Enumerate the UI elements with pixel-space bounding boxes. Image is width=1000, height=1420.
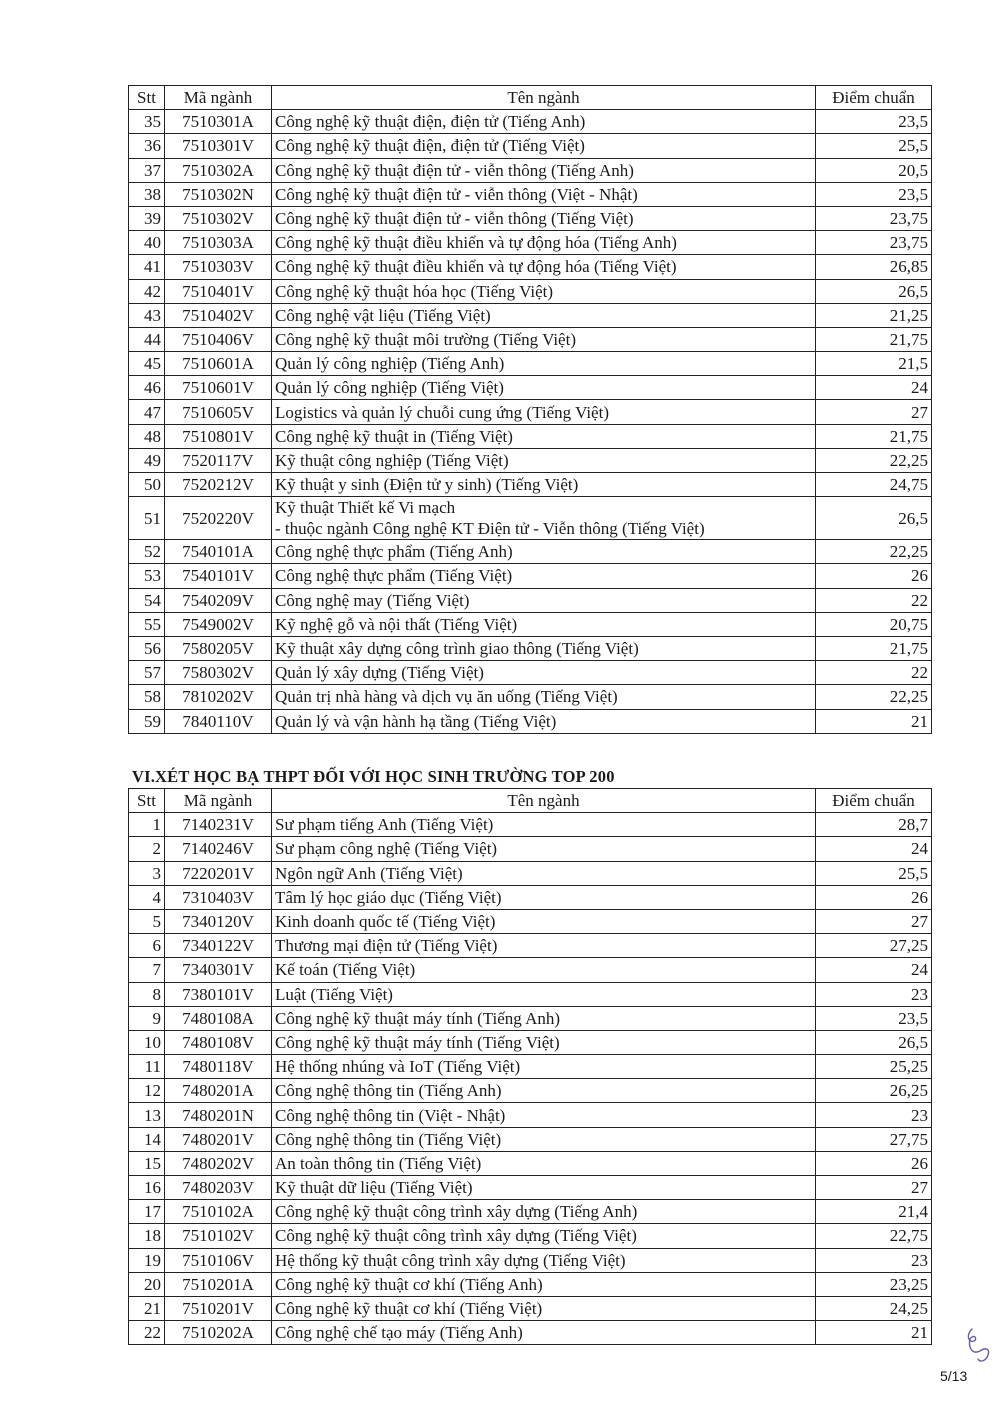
row-score: 22,75 [816, 1224, 932, 1248]
row-stt: 10 [129, 1030, 165, 1054]
table-row [129, 424, 932, 448]
row-score: 20,5 [816, 158, 932, 182]
row-score: 21,25 [816, 303, 932, 327]
table-row [129, 540, 932, 564]
row-major-name: Công nghệ kỹ thuật công trình xây dựng (Tiếng Anh) [272, 1200, 816, 1224]
row-score: 21 [816, 709, 932, 733]
row-score: 28,7 [816, 813, 932, 837]
table-row [129, 1055, 932, 1079]
row-major-name: Sư phạm tiếng Anh (Tiếng Việt) [272, 813, 816, 837]
table-row [129, 1272, 932, 1296]
row-major-name: Công nghệ kỹ thuật điện tử - viễn thông (Việt - Nhật) [272, 182, 816, 206]
header-name: Tên ngành [272, 86, 816, 110]
row-major-code: 7510302V [165, 206, 272, 230]
row-major-name: Công nghệ kỹ thuật điều khiển và tự động hóa (Tiếng Anh) [272, 231, 816, 255]
row-score: 27 [816, 1176, 932, 1200]
row-stt: 55 [129, 612, 165, 636]
row-score: 27 [816, 400, 932, 424]
row-major-name: Công nghệ chế tạo máy (Tiếng Anh) [272, 1321, 816, 1345]
row-stt: 49 [129, 448, 165, 472]
row-major-code: 7540209V [165, 588, 272, 612]
row-score: 23 [816, 982, 932, 1006]
row-major-name: Công nghệ kỹ thuật cơ khí (Tiếng Việt) [272, 1296, 816, 1320]
table-row [129, 1200, 932, 1224]
row-stt: 1 [129, 813, 165, 837]
row-major-code: 7510401V [165, 279, 272, 303]
table-row [129, 1127, 932, 1151]
row-score: 22,25 [816, 685, 932, 709]
table-row [129, 685, 932, 709]
row-major-name: Công nghệ kỹ thuật môi trường (Tiếng Việt) [272, 327, 816, 351]
row-stt: 11 [129, 1055, 165, 1079]
table-row [129, 497, 932, 540]
row-score: 27,25 [816, 934, 932, 958]
row-major-name: Logistics và quản lý chuỗi cung ứng (Tiếng Việt) [272, 400, 816, 424]
table-row [129, 327, 932, 351]
row-major-name: Công nghệ kỹ thuật cơ khí (Tiếng Anh) [272, 1272, 816, 1296]
row-stt: 17 [129, 1200, 165, 1224]
row-major-code: 7510303V [165, 255, 272, 279]
row-score: 22,25 [816, 540, 932, 564]
row-major-name: Quản lý và vận hành hạ tầng (Tiếng Việt) [272, 709, 816, 733]
row-major-name: Quản lý công nghiệp (Tiếng Anh) [272, 352, 816, 376]
row-major-name: Công nghệ thông tin (Tiếng Việt) [272, 1127, 816, 1151]
row-stt: 9 [129, 1006, 165, 1030]
row-major-name: Công nghệ kỹ thuật máy tính (Tiếng Anh) [272, 1006, 816, 1030]
section-title: VI.XÉT HỌC BẠ THPT ĐỐI VỚI HỌC SINH TRƯỜNG TOP 200 [132, 767, 615, 786]
row-score: 26,85 [816, 255, 932, 279]
row-stt: 22 [129, 1321, 165, 1345]
row-major-name: Kế toán (Tiếng Việt) [272, 958, 816, 982]
row-score: 26,5 [816, 497, 932, 540]
row-stt: 53 [129, 564, 165, 588]
row-major-name: Công nghệ thực phẩm (Tiếng Anh) [272, 540, 816, 564]
row-score: 23,5 [816, 110, 932, 134]
table-row [129, 709, 932, 733]
row-major-name: Kỹ thuật xây dựng công trình giao thông (Tiếng Việt) [272, 636, 816, 660]
row-major-name: Sư phạm công nghệ (Tiếng Việt) [272, 837, 816, 861]
row-stt: 54 [129, 588, 165, 612]
row-stt: 59 [129, 709, 165, 733]
row-major-code: 7480203V [165, 1176, 272, 1200]
table-row [129, 982, 932, 1006]
row-stt: 44 [129, 327, 165, 351]
table-row [129, 958, 932, 982]
row-major-name-line2: - thuộc ngành Công nghệ KT Điện tử - Viễn thông (Tiếng Việt) [275, 519, 705, 539]
row-major-name: Công nghệ kỹ thuật điện, điện tử (Tiếng Việt) [272, 134, 816, 158]
page-number: 5/13 [940, 1368, 968, 1384]
row-score: 23,75 [816, 206, 932, 230]
header-name: Tên ngành [272, 789, 816, 813]
row-stt: 48 [129, 424, 165, 448]
table-row [129, 473, 932, 497]
row-major-code: 7510402V [165, 303, 272, 327]
table-row [129, 1176, 932, 1200]
row-major-code: 7510201V [165, 1296, 272, 1320]
table-row [129, 861, 932, 885]
row-major-code: 7140231V [165, 813, 272, 837]
row-stt: 12 [129, 1079, 165, 1103]
row-stt: 13 [129, 1103, 165, 1127]
row-major-name: Kinh doanh quốc tế (Tiếng Việt) [272, 909, 816, 933]
row-major-code: 7549002V [165, 612, 272, 636]
row-major-code: 7480118V [165, 1055, 272, 1079]
row-major-name-line1: Kỹ thuật Thiết kế Vi mạch [275, 498, 456, 518]
row-major-code: 7510301A [165, 110, 272, 134]
row-major-name: Hệ thống nhúng và IoT (Tiếng Việt) [272, 1055, 816, 1079]
row-stt: 2 [129, 837, 165, 861]
row-stt: 6 [129, 934, 165, 958]
header-score: Điểm chuẩn [816, 789, 932, 813]
row-stt: 5 [129, 909, 165, 933]
table-row [129, 612, 932, 636]
row-major-code: 7510303A [165, 231, 272, 255]
header-score: Điểm chuẩn [816, 86, 932, 110]
table-row [129, 110, 932, 134]
row-score: 23 [816, 1103, 932, 1127]
row-score: 21,4 [816, 1200, 932, 1224]
table-header-row [129, 789, 932, 813]
row-major-code: 7140246V [165, 837, 272, 861]
table-row [129, 134, 932, 158]
row-major-code: 7480108V [165, 1030, 272, 1054]
row-major-name: Kỹ nghệ gỗ và nội thất (Tiếng Việt) [272, 612, 816, 636]
row-major-code: 7510605V [165, 400, 272, 424]
table-header-row [129, 86, 932, 110]
row-stt: 50 [129, 473, 165, 497]
row-major-name: Quản lý công nghiệp (Tiếng Việt) [272, 376, 816, 400]
row-major-name: Ngôn ngữ Anh (Tiếng Việt) [272, 861, 816, 885]
table-row [129, 400, 932, 424]
row-major-code: 7540101A [165, 540, 272, 564]
row-major-name: Công nghệ may (Tiếng Việt) [272, 588, 816, 612]
row-score: 23 [816, 1248, 932, 1272]
table-row [129, 934, 932, 958]
row-major-code: 7510801V [165, 424, 272, 448]
row-major-code: 7580205V [165, 636, 272, 660]
row-score: 21,75 [816, 636, 932, 660]
row-score: 26 [816, 564, 932, 588]
row-stt: 35 [129, 110, 165, 134]
row-score: 23,5 [816, 1006, 932, 1030]
table-body [129, 813, 932, 1345]
table-row [129, 376, 932, 400]
row-stt: 40 [129, 231, 165, 255]
table-row [129, 1151, 932, 1175]
row-major-code: 7510102V [165, 1224, 272, 1248]
row-stt: 36 [129, 134, 165, 158]
row-major-code: 7840110V [165, 709, 272, 733]
row-major-code: 7510106V [165, 1248, 272, 1272]
row-score: 26 [816, 885, 932, 909]
row-score: 22 [816, 588, 932, 612]
row-stt: 18 [129, 1224, 165, 1248]
table-row [129, 837, 932, 861]
row-major-code: 7340301V [165, 958, 272, 982]
row-major-name: Công nghệ kỹ thuật điện tử - viễn thông (Tiếng Việt) [272, 206, 816, 230]
row-score: 24,25 [816, 1296, 932, 1320]
row-major-code: 7510202A [165, 1321, 272, 1345]
header-stt: Stt [129, 789, 165, 813]
row-major-name: An toàn thông tin (Tiếng Việt) [272, 1151, 816, 1175]
signature-mark [960, 1325, 996, 1371]
row-major-code: 7520220V [165, 497, 272, 540]
row-major-name: Công nghệ kỹ thuật in (Tiếng Việt) [272, 424, 816, 448]
row-stt: 3 [129, 861, 165, 885]
table-row [129, 1248, 932, 1272]
row-major-code: 7520212V [165, 473, 272, 497]
row-major-code: 7220201V [165, 861, 272, 885]
row-major-name: Công nghệ kỹ thuật máy tính (Tiếng Việt) [272, 1030, 816, 1054]
table-row [129, 206, 932, 230]
admission-score-table-1 [128, 85, 932, 734]
row-stt: 14 [129, 1127, 165, 1151]
row-major-code: 7340120V [165, 909, 272, 933]
header-code: Mã ngành [165, 86, 272, 110]
row-stt: 46 [129, 376, 165, 400]
row-major-name: Tâm lý học giáo dục (Tiếng Việt) [272, 885, 816, 909]
row-major-code: 7510601A [165, 352, 272, 376]
table-row [129, 352, 932, 376]
row-score: 23,25 [816, 1272, 932, 1296]
row-major-name: Công nghệ thông tin (Tiếng Anh) [272, 1079, 816, 1103]
row-score: 20,75 [816, 612, 932, 636]
row-major-code: 7510301V [165, 134, 272, 158]
row-score: 27 [816, 909, 932, 933]
row-major-name: Hệ thống kỹ thuật công trình xây dựng (Tiếng Việt) [272, 1248, 816, 1272]
row-stt: 57 [129, 661, 165, 685]
row-score: 23,5 [816, 182, 932, 206]
row-stt: 52 [129, 540, 165, 564]
row-stt: 39 [129, 206, 165, 230]
row-stt: 15 [129, 1151, 165, 1175]
row-major-name: Công nghệ vật liệu (Tiếng Việt) [272, 303, 816, 327]
row-major-code: 7480201A [165, 1079, 272, 1103]
row-major-name: Công nghệ thông tin (Việt - Nhật) [272, 1103, 816, 1127]
row-score: 21,5 [816, 352, 932, 376]
row-major-code: 7540101V [165, 564, 272, 588]
row-score: 23,75 [816, 231, 932, 255]
row-stt: 58 [129, 685, 165, 709]
row-score: 25,25 [816, 1055, 932, 1079]
row-major-code: 7480108A [165, 1006, 272, 1030]
row-major-name [272, 497, 816, 540]
row-score: 26,25 [816, 1079, 932, 1103]
row-major-name: Quản lý xây dựng (Tiếng Việt) [272, 661, 816, 685]
row-major-code: 7340122V [165, 934, 272, 958]
row-stt: 41 [129, 255, 165, 279]
table-row [129, 279, 932, 303]
row-major-name: Công nghệ thực phẩm (Tiếng Việt) [272, 564, 816, 588]
table-row [129, 636, 932, 660]
row-score: 24 [816, 958, 932, 982]
row-major-code: 7480202V [165, 1151, 272, 1175]
table-row [129, 813, 932, 837]
table-row [129, 1224, 932, 1248]
row-score: 27,75 [816, 1127, 932, 1151]
row-major-code: 7580302V [165, 661, 272, 685]
table-row [129, 1079, 932, 1103]
row-stt: 7 [129, 958, 165, 982]
admission-score-table-2 [128, 788, 932, 1345]
row-stt: 45 [129, 352, 165, 376]
row-major-name: Kỹ thuật y sinh (Điện tử y sinh) (Tiếng Việt) [272, 473, 816, 497]
row-major-name: Công nghệ kỹ thuật hóa học (Tiếng Việt) [272, 279, 816, 303]
row-major-name: Công nghệ kỹ thuật điện, điện tử (Tiếng Anh) [272, 110, 816, 134]
row-stt: 20 [129, 1272, 165, 1296]
table-row [129, 909, 932, 933]
row-major-code: 7810202V [165, 685, 272, 709]
table-body [129, 110, 932, 734]
row-stt: 56 [129, 636, 165, 660]
table-row [129, 1006, 932, 1030]
row-score: 21,75 [816, 424, 932, 448]
row-score: 22,25 [816, 448, 932, 472]
row-score: 21 [816, 1321, 932, 1345]
table-row [129, 1030, 932, 1054]
row-major-code: 7510102A [165, 1200, 272, 1224]
row-score: 24 [816, 376, 932, 400]
row-major-code: 7520117V [165, 448, 272, 472]
row-stt: 4 [129, 885, 165, 909]
row-major-code: 7510302A [165, 158, 272, 182]
row-major-name: Kỹ thuật dữ liệu (Tiếng Việt) [272, 1176, 816, 1200]
row-score: 24 [816, 837, 932, 861]
table-row [129, 448, 932, 472]
row-major-code: 7510302N [165, 182, 272, 206]
row-stt: 47 [129, 400, 165, 424]
table-row [129, 182, 932, 206]
row-major-code: 7480201V [165, 1127, 272, 1151]
row-score: 26 [816, 1151, 932, 1175]
row-major-name: Kỹ thuật công nghiệp (Tiếng Việt) [272, 448, 816, 472]
row-score: 26,5 [816, 279, 932, 303]
row-major-code: 7510406V [165, 327, 272, 351]
row-major-name: Công nghệ kỹ thuật điện tử - viễn thông (Tiếng Anh) [272, 158, 816, 182]
table-row [129, 231, 932, 255]
row-stt: 51 [129, 497, 165, 540]
table-row [129, 661, 932, 685]
row-major-code: 7510601V [165, 376, 272, 400]
table-row [129, 588, 932, 612]
row-major-code: 7310403V [165, 885, 272, 909]
row-stt: 16 [129, 1176, 165, 1200]
row-score: 21,75 [816, 327, 932, 351]
header-code: Mã ngành [165, 789, 272, 813]
table-row [129, 1296, 932, 1320]
header-stt: Stt [129, 86, 165, 110]
row-major-name: Công nghệ kỹ thuật điều khiển và tự động hóa (Tiếng Việt) [272, 255, 816, 279]
row-score: 26,5 [816, 1030, 932, 1054]
row-major-code: 7380101V [165, 982, 272, 1006]
row-stt: 8 [129, 982, 165, 1006]
row-score: 24,75 [816, 473, 932, 497]
row-score: 25,5 [816, 134, 932, 158]
row-stt: 37 [129, 158, 165, 182]
table-row [129, 564, 932, 588]
row-major-name: Quản trị nhà hàng và dịch vụ ăn uống (Tiếng Việt) [272, 685, 816, 709]
row-major-name: Thương mại điện tử (Tiếng Việt) [272, 934, 816, 958]
row-score: 25,5 [816, 861, 932, 885]
row-score: 22 [816, 661, 932, 685]
row-stt: 38 [129, 182, 165, 206]
row-stt: 21 [129, 1296, 165, 1320]
table-row [129, 303, 932, 327]
row-stt: 43 [129, 303, 165, 327]
row-major-code: 7510201A [165, 1272, 272, 1296]
row-major-name: Công nghệ kỹ thuật công trình xây dựng (Tiếng Việt) [272, 1224, 816, 1248]
row-major-code: 7480201N [165, 1103, 272, 1127]
table-row [129, 158, 932, 182]
row-stt: 19 [129, 1248, 165, 1272]
table-row [129, 1321, 932, 1345]
table-row [129, 885, 932, 909]
table-row [129, 1103, 932, 1127]
row-major-name: Luật (Tiếng Việt) [272, 982, 816, 1006]
row-stt: 42 [129, 279, 165, 303]
table-row [129, 255, 932, 279]
